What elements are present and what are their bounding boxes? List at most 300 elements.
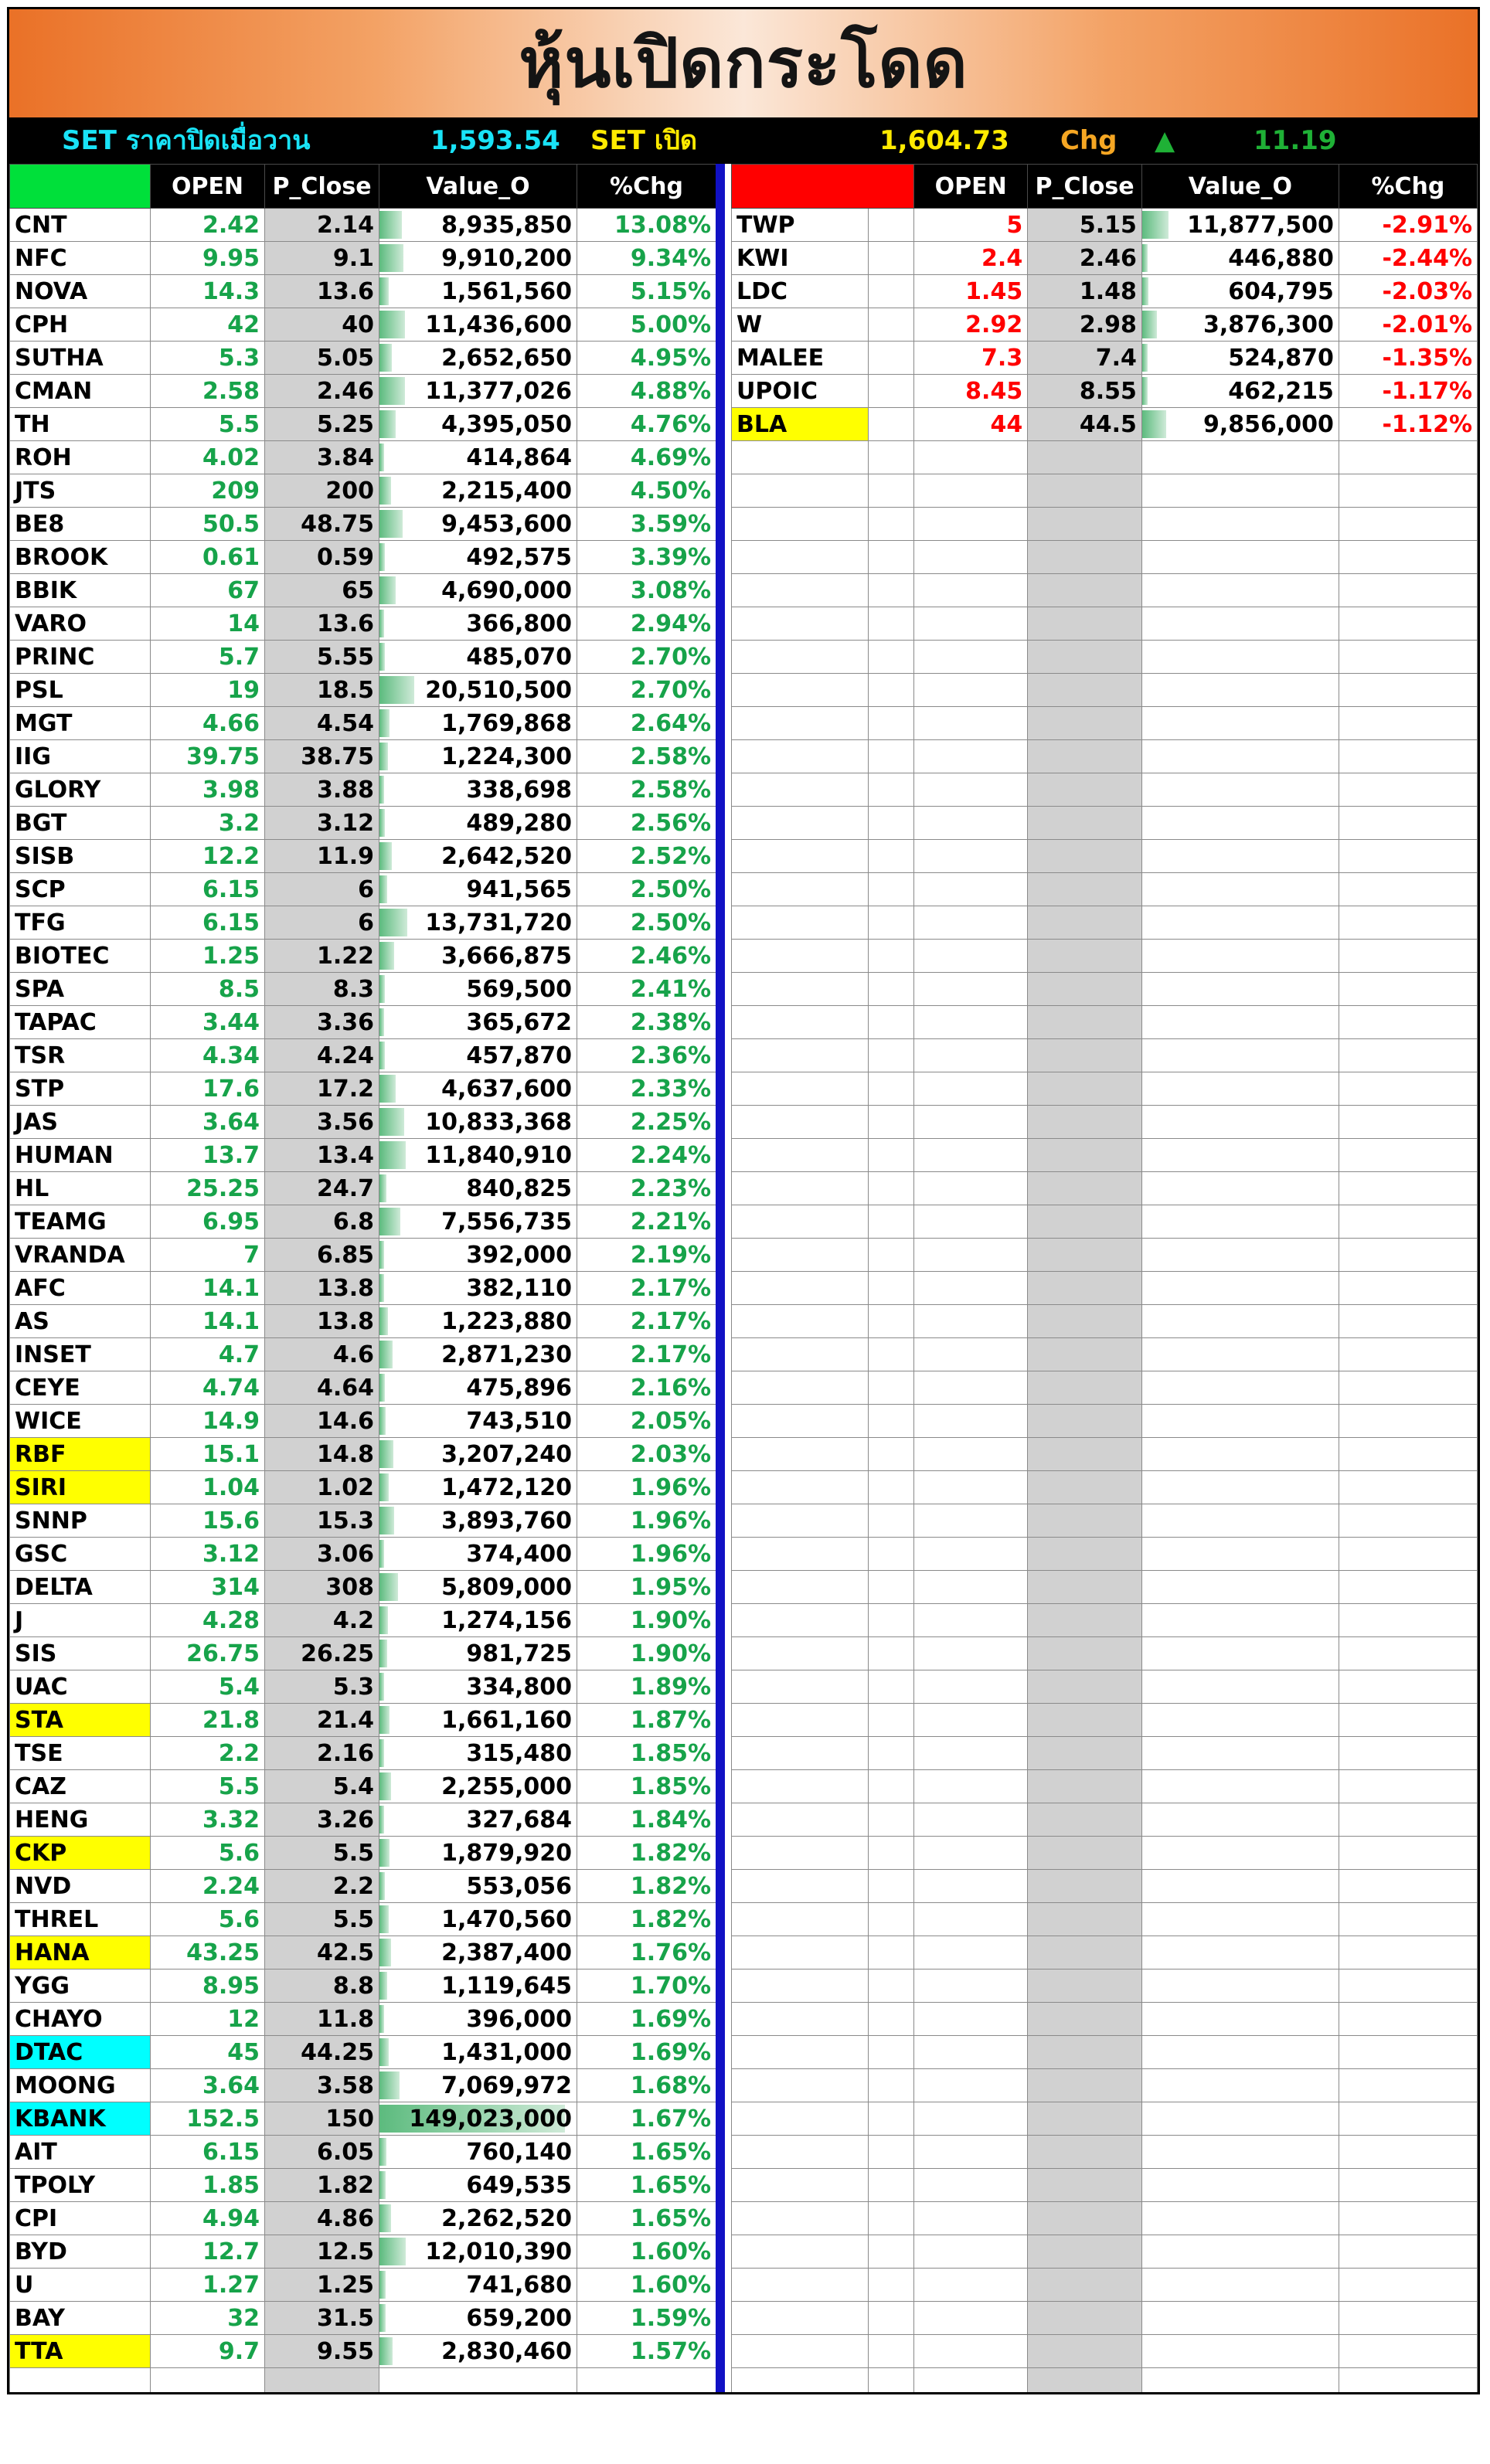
pclose-cell [1028, 940, 1142, 973]
pclose-cell [1028, 1139, 1142, 1172]
symbol-cell: TFG [10, 906, 151, 940]
open-cell: 6.15 [151, 906, 265, 940]
symbol-cell [732, 1039, 869, 1072]
symbol-cell: U [10, 2269, 151, 2302]
table-row [10, 1305, 716, 1338]
table-row [732, 1338, 1478, 1371]
open-cell: 5.7 [151, 641, 265, 674]
symbol-cell: CPH [10, 308, 151, 342]
symbol-cell: RBF [10, 1438, 151, 1471]
value-data-bar [379, 344, 392, 372]
symbol-cell [732, 2269, 869, 2302]
symbol-cell: W [732, 308, 869, 342]
open-cell: 13.7 [151, 1139, 265, 1172]
table-row [732, 1571, 1478, 1604]
value-cell [379, 275, 577, 308]
table-row [732, 2202, 1478, 2235]
chg-cell: 1.90% [577, 1604, 716, 1637]
pclose-cell [1028, 1205, 1142, 1239]
pclose-cell: 6 [265, 906, 379, 940]
chg-cell: 1.69% [577, 2036, 716, 2069]
table-row [10, 2102, 716, 2136]
pclose-cell [1028, 873, 1142, 906]
open-cell: 2.24 [151, 1870, 265, 1903]
pclose-cell: 15.3 [265, 1504, 379, 1538]
open-cell [914, 1770, 1028, 1803]
pclose-cell: 3.58 [265, 2069, 379, 2102]
open-cell: 2.92 [914, 308, 1028, 342]
spacer-cell [869, 1803, 914, 1837]
symbol-cell [732, 1903, 869, 1936]
spacer-cell [869, 641, 914, 674]
open-cell [914, 773, 1028, 807]
value-cell [379, 1039, 577, 1072]
value-data-bar [379, 311, 405, 338]
value-cell [1141, 2003, 1339, 2036]
table-row [10, 1039, 716, 1072]
chg-cell [1339, 1139, 1477, 1172]
value-cell [1141, 2036, 1339, 2069]
table-row [732, 242, 1478, 275]
table-row [10, 1272, 716, 1305]
chg-cell: 2.16% [577, 1371, 716, 1405]
value-data-bar [379, 2337, 393, 2365]
value-cell [1141, 1471, 1339, 1504]
value-data-bar [379, 543, 385, 571]
value-text: 840,825 [466, 1174, 572, 1202]
symbol-cell [732, 906, 869, 940]
table-row [732, 508, 1478, 541]
pclose-cell [1028, 2169, 1142, 2202]
table-row [732, 740, 1478, 773]
open-cell [914, 1006, 1028, 1039]
value-cell [379, 408, 577, 441]
table-row [732, 873, 1478, 906]
open-cell: 4.66 [151, 707, 265, 740]
value-text: 10,833,368 [425, 1108, 572, 1136]
symbol-cell: WICE [10, 1405, 151, 1438]
pclose-cell [1028, 674, 1142, 707]
pclose-cell: 5.5 [265, 1903, 379, 1936]
open-cell: 314 [151, 1571, 265, 1604]
value-text: 1,472,120 [441, 1473, 572, 1501]
value-cell [379, 2235, 577, 2269]
table-row [10, 2235, 716, 2269]
col-open-header: OPEN [151, 165, 265, 209]
chg-cell: 2.94% [577, 607, 716, 641]
open-cell: 3.64 [151, 2069, 265, 2102]
symbol-cell [732, 1371, 869, 1405]
symbol-cell: CPI [10, 2202, 151, 2235]
value-cell [1141, 674, 1339, 707]
spacer-cell [869, 707, 914, 740]
symbol-cell [732, 541, 869, 574]
symbol-cell: TWP [732, 209, 869, 242]
table-row [10, 1538, 716, 1571]
pclose-cell [1028, 1338, 1142, 1371]
chg-cell: 2.41% [577, 973, 716, 1006]
pclose-cell: 13.8 [265, 1272, 379, 1305]
chg-cell: 5.00% [577, 308, 716, 342]
pclose-cell: 1.22 [265, 940, 379, 973]
symbol-cell [732, 1305, 869, 1338]
open-cell [914, 1936, 1028, 1970]
chg-cell [1339, 1438, 1477, 1471]
chg-cell: 1.82% [577, 1870, 716, 1903]
spacer-cell [869, 807, 914, 840]
open-cell [914, 1903, 1028, 1936]
chg-label: Chg [1060, 125, 1118, 156]
value-cell [1141, 408, 1339, 441]
symbol-cell [732, 1837, 869, 1870]
value-text: 9,910,200 [441, 244, 572, 272]
value-cell [1141, 1903, 1339, 1936]
value-data-bar [379, 1507, 394, 1534]
chg-cell [1339, 541, 1477, 574]
value-text: 9,856,000 [1203, 410, 1334, 438]
symbol-cell: TTA [10, 2335, 151, 2368]
chg-cell: 1.95% [577, 1571, 716, 1604]
chg-cell: 2.17% [577, 1338, 716, 1371]
pclose-cell [1028, 773, 1142, 807]
value-text: 524,870 [1228, 344, 1334, 372]
symbol-cell [732, 1405, 869, 1438]
symbol-cell: SIS [10, 1637, 151, 1670]
symbol-cell [732, 1205, 869, 1239]
spacer-cell [869, 1371, 914, 1405]
pclose-cell [1028, 2269, 1142, 2302]
pclose-cell [1028, 973, 1142, 1006]
value-cell [379, 1538, 577, 1571]
chg-cell: 1.60% [577, 2235, 716, 2269]
value-data-bar [379, 2271, 386, 2299]
symbol-cell: MOONG [10, 2069, 151, 2102]
chg-cell: 1.68% [577, 2069, 716, 2102]
value-data-bar [379, 1473, 389, 1501]
value-cell [1141, 1970, 1339, 2003]
chg-cell: 4.76% [577, 408, 716, 441]
symbol-cell [732, 2102, 869, 2136]
value-text: 649,535 [466, 2171, 572, 2199]
symbol-cell [732, 873, 869, 906]
value-text: 743,510 [466, 1407, 572, 1435]
chg-cell: 1.76% [577, 1936, 716, 1970]
open-cell [914, 1205, 1028, 1239]
spacer-cell [869, 1338, 914, 1371]
symbol-cell [732, 2003, 869, 2036]
pclose-cell: 8.8 [265, 1970, 379, 2003]
value-data-bar [379, 1640, 387, 1667]
chg-cell: 2.21% [577, 1205, 716, 1239]
value-data-bar [379, 477, 391, 505]
open-cell: 67 [151, 574, 265, 607]
spacer-cell [869, 773, 914, 807]
symbol-cell: TSR [10, 1039, 151, 1072]
value-data-bar [379, 1573, 398, 1601]
open-cell: 1.27 [151, 2269, 265, 2302]
chg-cell [1339, 1239, 1477, 1272]
value-data-bar [379, 842, 392, 870]
chg-cell [1339, 807, 1477, 840]
value-data-bar [379, 1008, 384, 1036]
col-value-header: Value_O [379, 165, 577, 209]
chg-cell: 2.17% [577, 1305, 716, 1338]
pclose-cell: 2.46 [1028, 242, 1142, 275]
value-cell [379, 1903, 577, 1936]
symbol-cell [732, 1106, 869, 1139]
symbol-cell: TEAMG [10, 1205, 151, 1239]
value-data-bar [1142, 377, 1148, 405]
open-cell [914, 873, 1028, 906]
pclose-cell: 4.54 [265, 707, 379, 740]
value-cell [1141, 1538, 1339, 1571]
symbol-cell [732, 1172, 869, 1205]
value-text: 3,666,875 [441, 942, 572, 970]
value-cell [1141, 375, 1339, 408]
table-row [10, 906, 716, 940]
value-cell [1141, 873, 1339, 906]
table-row [732, 1305, 1478, 1338]
open-cell: 9.95 [151, 242, 265, 275]
table-row [732, 2069, 1478, 2102]
chg-cell: 9.34% [577, 242, 716, 275]
pclose-cell [1028, 1106, 1142, 1139]
value-text: 392,000 [466, 1241, 572, 1269]
chg-cell [1339, 740, 1477, 773]
table-row [10, 1371, 716, 1405]
symbol-cell [732, 474, 869, 508]
spacer-cell [869, 1770, 914, 1803]
symbol-cell: MGT [10, 707, 151, 740]
table-row [732, 1438, 1478, 1471]
value-cell [379, 441, 577, 474]
value-cell [379, 2269, 577, 2302]
table-row [732, 1936, 1478, 1970]
chg-cell: -1.35% [1339, 342, 1477, 375]
open-cell: 7.3 [914, 342, 1028, 375]
open-cell: 1.85 [151, 2169, 265, 2202]
open-cell: 1.25 [151, 940, 265, 973]
chg-cell [1339, 840, 1477, 873]
table-row [10, 1837, 716, 1870]
pclose-cell: 9.55 [265, 2335, 379, 2368]
spacer-cell [869, 873, 914, 906]
chg-cell [1339, 1538, 1477, 1571]
value-cell [1141, 807, 1339, 840]
pclose-cell [1028, 707, 1142, 740]
gainers-header-row [10, 165, 716, 209]
chg-cell: 1.85% [577, 1770, 716, 1803]
value-cell [1141, 707, 1339, 740]
pclose-cell: 8.55 [1028, 375, 1142, 408]
value-cell [379, 1504, 577, 1538]
pclose-cell [1028, 2136, 1142, 2169]
value-data-bar [379, 776, 384, 804]
value-data-bar [379, 975, 385, 1003]
value-cell [1141, 1039, 1339, 1072]
chg-cell: 2.24% [577, 1139, 716, 1172]
pclose-cell [1028, 1903, 1142, 1936]
open-cell [914, 1039, 1028, 1072]
table-row [732, 1471, 1478, 1504]
spacer-cell [869, 1205, 914, 1239]
open-cell: 32 [151, 2302, 265, 2335]
chg-cell [1339, 1604, 1477, 1637]
value-text: 414,864 [466, 444, 572, 471]
table-row [10, 773, 716, 807]
value-cell [1141, 474, 1339, 508]
value-text: 475,896 [466, 1374, 572, 1402]
chg-cell [1339, 940, 1477, 973]
value-data-bar [379, 576, 396, 604]
value-text: 20,510,500 [425, 676, 572, 704]
table-row [732, 1604, 1478, 1637]
table-row [732, 441, 1478, 474]
value-text: 2,255,000 [441, 1772, 572, 1800]
pclose-cell: 13.6 [265, 275, 379, 308]
value-cell [379, 1172, 577, 1205]
table-row [732, 2136, 1478, 2169]
pclose-cell [1028, 641, 1142, 674]
open-cell [914, 840, 1028, 873]
spacer-cell [869, 1903, 914, 1936]
chg-cell [1339, 1039, 1477, 1072]
value-cell [379, 1438, 577, 1471]
value-cell [1141, 1803, 1339, 1837]
pclose-cell [1028, 474, 1142, 508]
chg-cell: 2.17% [577, 1272, 716, 1305]
chg-cell: 1.65% [577, 2169, 716, 2202]
symbol-cell [732, 773, 869, 807]
spacer-cell [869, 1837, 914, 1870]
value-cell [379, 607, 577, 641]
symbol-cell [732, 1571, 869, 1604]
symbol-cell: SISB [10, 840, 151, 873]
pclose-cell [1028, 1604, 1142, 1637]
pclose-cell: 1.48 [1028, 275, 1142, 308]
table-row [732, 1670, 1478, 1704]
symbol-cell: PRINC [10, 641, 151, 674]
spacer-cell [869, 1504, 914, 1538]
pclose-cell: 40 [265, 308, 379, 342]
chg-cell [1339, 1970, 1477, 2003]
value-cell [379, 1837, 577, 1870]
table-row [732, 375, 1478, 408]
symbol-cell: CKP [10, 1837, 151, 1870]
table-row [10, 242, 716, 275]
set-open-value: 1,604.73 [879, 125, 1009, 156]
chg-cell [1339, 1704, 1477, 1737]
symbol-cell [732, 508, 869, 541]
value-text: 334,800 [466, 1673, 572, 1701]
value-text: 13,731,720 [425, 909, 572, 936]
value-text: 4,690,000 [441, 576, 572, 604]
symbol-cell [732, 2302, 869, 2335]
chg-cell [1339, 1172, 1477, 1205]
table-row [732, 1737, 1478, 1770]
value-text: 941,565 [466, 875, 572, 903]
chg-cell: 2.25% [577, 1106, 716, 1139]
spacer-cell [869, 209, 914, 242]
symbol-cell: STA [10, 1704, 151, 1737]
open-cell [914, 2368, 1028, 2395]
table-row [10, 2368, 716, 2395]
chg-cell: -2.91% [1339, 209, 1477, 242]
value-data-bar [379, 1706, 390, 1734]
open-cell [914, 940, 1028, 973]
chg-cell: 2.58% [577, 773, 716, 807]
symbol-cell: TSE [10, 1737, 151, 1770]
table-row [732, 641, 1478, 674]
open-cell [914, 1305, 1028, 1338]
value-data-bar [379, 1772, 391, 1800]
chg-cell [1339, 674, 1477, 707]
value-cell [379, 2003, 577, 2036]
open-cell: 2.42 [151, 209, 265, 242]
value-data-bar [379, 1606, 388, 1634]
value-cell [379, 1637, 577, 1670]
chg-cell: 2.23% [577, 1172, 716, 1205]
value-cell [379, 574, 577, 607]
table-row [732, 1006, 1478, 1039]
value-cell [379, 1338, 577, 1371]
spacer-cell [869, 375, 914, 408]
open-cell [151, 2368, 265, 2395]
symbol-cell: KWI [732, 242, 869, 275]
value-data-bar [379, 1972, 387, 2000]
table-row [732, 1139, 1478, 1172]
open-cell: 4.02 [151, 441, 265, 474]
pclose-cell: 44.25 [265, 2036, 379, 2069]
symbol-cell: CEYE [10, 1371, 151, 1405]
chg-cell [1339, 973, 1477, 1006]
open-cell [914, 1172, 1028, 1205]
value-data-bar [379, 1440, 393, 1468]
value-cell [379, 308, 577, 342]
spacer-cell [869, 1604, 914, 1637]
symbol-cell [732, 1604, 869, 1637]
pclose-cell [1028, 1305, 1142, 1338]
spacer-cell [869, 2069, 914, 2102]
open-cell: 3.64 [151, 1106, 265, 1139]
open-cell [914, 1272, 1028, 1305]
symbol-cell: GLORY [10, 773, 151, 807]
open-cell [914, 1538, 1028, 1571]
value-data-bar [379, 1407, 386, 1435]
open-cell [914, 1239, 1028, 1272]
chg-cell [1339, 2069, 1477, 2102]
chg-cell: 3.08% [577, 574, 716, 607]
open-cell: 3.2 [151, 807, 265, 840]
pclose-cell: 6.8 [265, 1205, 379, 1239]
pclose-cell [1028, 607, 1142, 641]
symbol-cell [732, 1438, 869, 1471]
pclose-cell: 5.5 [265, 1837, 379, 1870]
value-data-bar [379, 1374, 385, 1402]
value-cell [1141, 2269, 1339, 2302]
table-row [732, 906, 1478, 940]
value-data-bar [379, 510, 403, 538]
value-cell [379, 2169, 577, 2202]
value-data-bar [379, 2204, 391, 2232]
table-row [10, 973, 716, 1006]
symbol-cell [732, 1803, 869, 1837]
chg-cell: 2.58% [577, 740, 716, 773]
chg-cell: 2.05% [577, 1405, 716, 1438]
open-cell: 45 [151, 2036, 265, 2069]
chg-cell: -2.44% [1339, 242, 1477, 275]
open-cell [914, 2235, 1028, 2269]
